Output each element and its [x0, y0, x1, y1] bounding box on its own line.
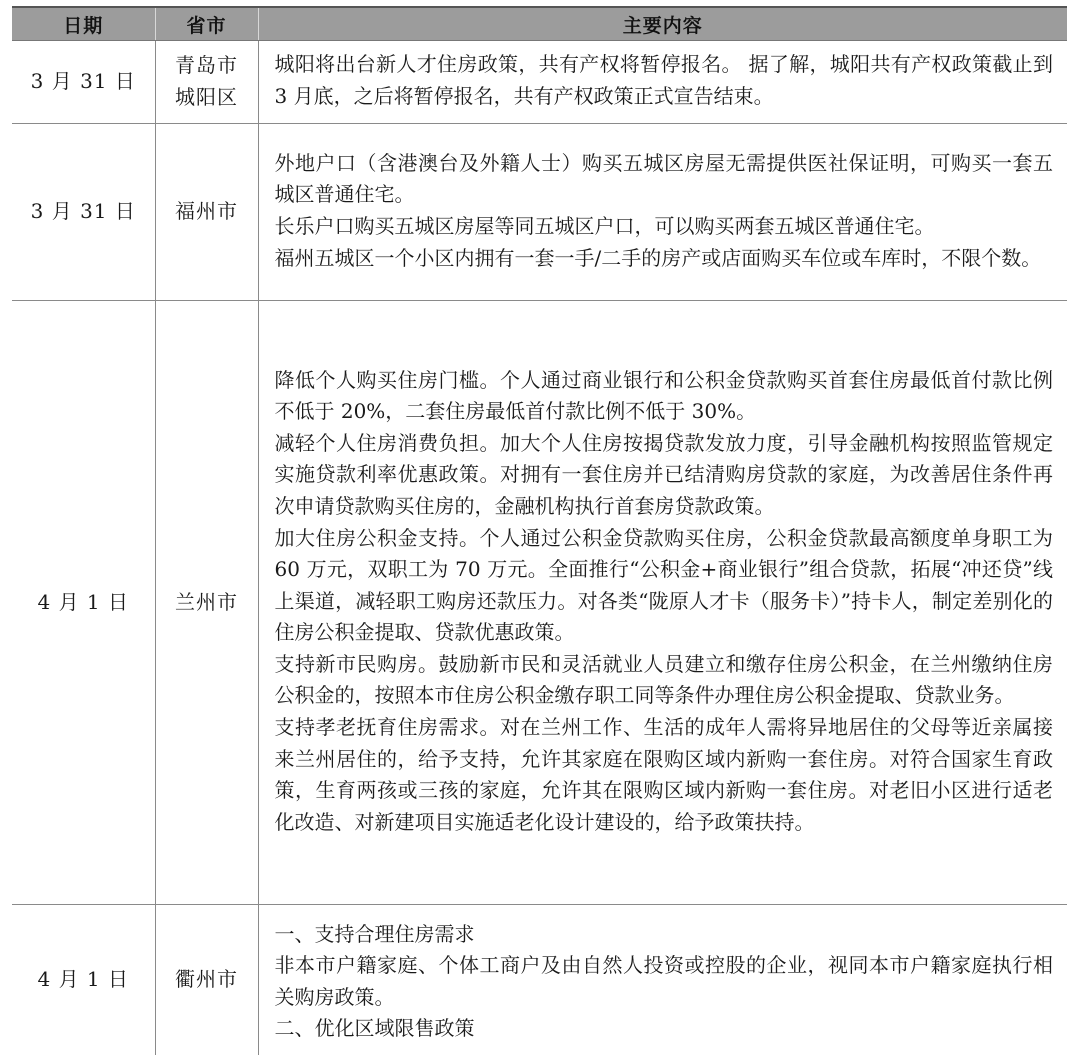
row-date: 3 月 31 日 [12, 41, 155, 124]
table-row [12, 124, 1067, 301]
row-content [258, 124, 1067, 301]
row-content [258, 301, 1067, 905]
table-row [12, 301, 1067, 905]
row-province [155, 41, 258, 124]
row-date: 3 月 31 日 [12, 124, 155, 301]
header-content: 主要内容 [258, 7, 1067, 41]
row-province [155, 124, 258, 301]
content-paragraph: 外地户口（含港澳台及外籍人士）购买五城区房屋无需提供医社保证明，可购买一套五城区普通住宅。 [274, 150, 1053, 207]
row-date: 4 月 1 日 [12, 301, 155, 905]
content-paragraph: 减轻个人住房消费负担。加大个人住房按揭贷款发放力度，引导金融机构按照监管规定实施贷款利率优惠政策。对拥有一套住房并已结清购房贷款的家庭，为改善居住条件再次申请贷款购买住房的，金融机构执行首套房贷款政策。 [274, 430, 1053, 518]
content-paragraph: 一、支持合理住房需求 [274, 921, 475, 946]
content-paragraph: 福州五城区一个小区内拥有一套一手/二手的房产或店面购买车位或车库时，不限个数。 [274, 245, 1042, 270]
province-line: 城阳区 [175, 85, 238, 109]
row-province [155, 301, 258, 905]
table-row [12, 41, 1067, 124]
content-paragraph: 城阳将出台新人才住房政策，共有产权将暂停报名。 据了解，城阳共有产权政策截止到 3 月底，之后将暂停报名，共有产权政策正式宣告结束。 [274, 52, 1053, 108]
header-province: 省市 [155, 7, 258, 41]
content-paragraph: 非本市户籍家庭、个体工商户及由自然人投资或控股的企业，视同本市户籍家庭执行相关购房政策。 [274, 953, 1053, 1009]
header-row [12, 7, 1067, 41]
policy-table [12, 6, 1067, 1055]
content-paragraph: 加大住房公积金支持。个人通过公积金贷款购买住房，公积金贷款最高额度单身职工为 60 万元，双职工为 70 万元。全面推行“公积金+商业银行”组合贷款，拓展“冲还贷”线上渠道，减轻职工购房还款压力。对各类“陇原人才卡（服务卡）”持卡人，制定差别化的住房公积金提取、贷款优惠政策。 [274, 525, 1053, 645]
content-paragraph: 支持新市民购房。鼓励新市民和灵活就业人员建立和缴存住房公积金，在兰州缴纳住房公积金的，按照本市住房公积金缴存职工同等条件办理住房公积金提取、贷款业务。 [274, 651, 1053, 708]
table-row [12, 905, 1067, 1055]
row-date: 4 月 1 日 [12, 905, 155, 1055]
province-line: 福州市 [175, 199, 238, 224]
content-paragraph: 降低个人购买住房门槛。个人通过商业银行和公积金贷款购买首套住房最低首付款比例不低于 20%，二套住房最低首付款比例不低于 30%。 [274, 367, 1053, 424]
content-paragraph: 二、优化区域限售政策 [274, 1016, 475, 1041]
province-line: 青岛市 [175, 53, 238, 78]
row-province [155, 905, 258, 1055]
content-paragraph: 支持孝老抚育住房需求。对在兰州工作、生活的成年人需将异地居住的父母等近亲属接来兰州居住的，给予支持，允许其家庭在限购区域内新购一套住房。对符合国家生育政策，生育两孩或三孩的家庭，允许其在限购区域内新购一套住房。对老旧小区进行适老化改造、对新建项目实施适老化设计建设的，给予政策扶持。 [274, 715, 1053, 834]
province-line: 兰州市 [175, 589, 238, 614]
header-date: 日期 [12, 7, 155, 41]
row-content [258, 41, 1067, 124]
province-line: 衢州市 [175, 966, 238, 991]
content-paragraph: 长乐户口购买五城区房屋等同五城区户口，可以购买两套五城区普通住宅。 [274, 214, 935, 238]
row-content [258, 905, 1067, 1055]
